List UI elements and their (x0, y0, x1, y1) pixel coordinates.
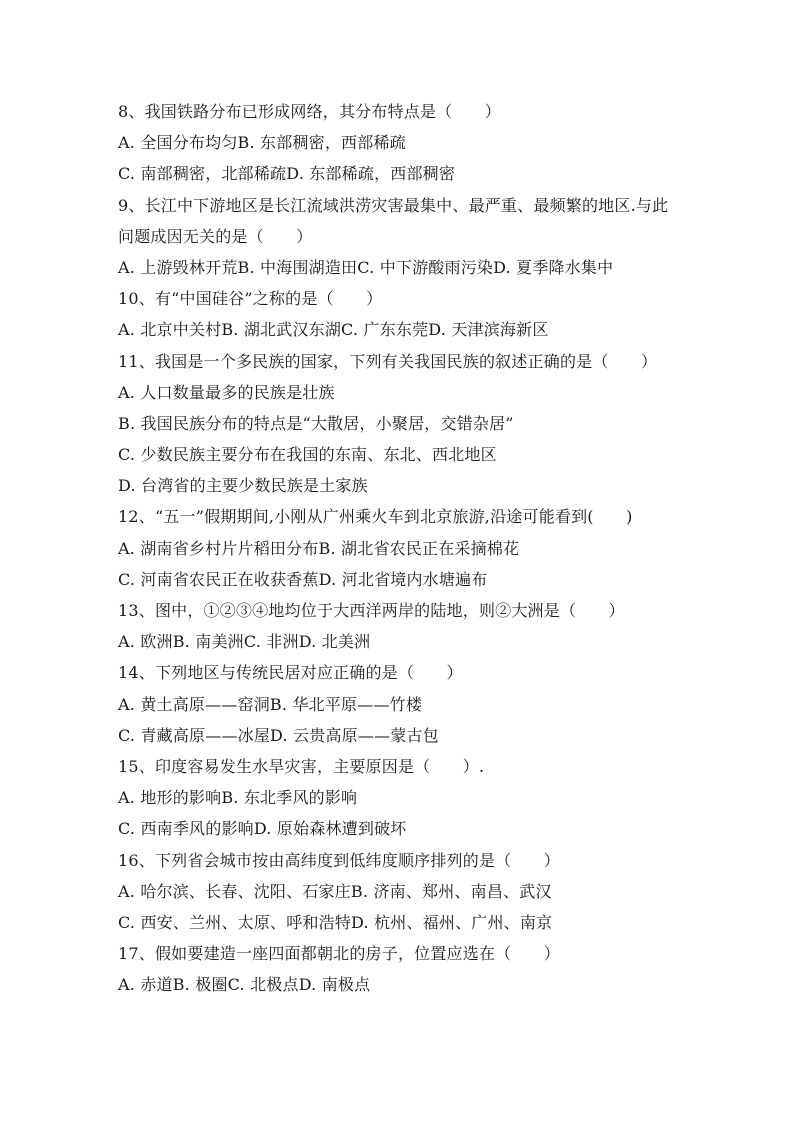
question-13-options: A. 欧洲B. 南美洲C. 非洲D. 北美洲 (118, 632, 371, 652)
question-11-option-d: D. 台湾省的主要少数民族是土家族 (118, 476, 368, 496)
question-11-option-b: B. 我国民族分布的特点是“大散居，小聚居，交错杂居” (118, 413, 514, 433)
question-12-options-cd: C. 河南省农民正在收获香蕉D. 河北省境内水塘遍布 (118, 569, 488, 589)
question-9-stem-cont: 问题成因无关的是（ ） (118, 226, 313, 246)
question-10-stem: 10、有“中国硅谷”之称的是（ ） (118, 289, 383, 309)
question-14-stem: 14、下列地区与传统民居对应正确的是（ ） (118, 663, 463, 683)
question-10-options: A. 北京中关村B. 湖北武汉东湖C. 广东东莞D. 天津滨海新区 (118, 320, 549, 340)
question-16-options-ab: A. 哈尔滨、长春、沈阳、石家庄B. 济南、郑州、南昌、武汉 (118, 881, 552, 901)
question-9-stem: 9、长江中下游地区是长江流域洪涝灾害最集中、最严重、最频繁的地区.与此 (118, 195, 669, 215)
question-11-option-c: C. 少数民族主要分布在我国的东南、东北、西北地区 (118, 445, 497, 465)
question-15-stem: 15、印度容易发生水旱灾害，主要原因是（ ）. (118, 756, 485, 776)
question-8-options-ab: A. 全国分布均匀B. 东部稠密，西部稀疏 (118, 133, 406, 153)
question-15-options-ab: A. 地形的影响B. 东北季风的影响 (118, 788, 358, 808)
question-16-stem: 16、下列省会城市按由高纬度到低纬度顺序排列的是（ ） (118, 850, 560, 870)
question-17-stem: 17、假如要建造一座四面都朝北的房子，位置应选在（ ） (118, 944, 560, 964)
question-15-options-cd: C. 西南季风的影响D. 原始森林遭到破坏 (118, 819, 407, 839)
question-16-options-cd: C. 西安、兰州、太原、呼和浩特D. 杭州、福州、广州、南京 (118, 912, 553, 932)
question-11-option-a: A. 人口数量最多的民族是壮族 (118, 382, 335, 402)
question-11-stem: 11、我国是一个多民族的国家，下列有关我国民族的叙述正确的是（ ） (118, 351, 658, 371)
question-9-options: A. 上游毁林开荒B. 中海围湖造田C. 中下游酸雨污染D. 夏季降水集中 (118, 257, 614, 277)
question-14-options-cd: C. 青藏高原——冰屋D. 云贵高原——蒙古包 (118, 725, 439, 745)
document-page (118, 96, 678, 1000)
question-13-stem: 13、图中，①②③④地均位于大西洋两岸的陆地，则②大洲是（ ） (118, 601, 625, 620)
question-8-options-cd: C. 南部稠密，北部稀疏D. 东部稀疏，西部稠密 (118, 164, 456, 184)
question-8-stem: 8、我国铁路分布已形成网络，其分布特点是（ ） (118, 102, 501, 121)
question-12-options-ab: A. 湖南省乡村片片稻田分布B. 湖北省农民正在采摘棉花 (118, 538, 520, 558)
question-12-stem: 12、“五一”假期期间,小刚从广州乘火车到北京旅游,沿途可能看到( ) (118, 507, 633, 527)
question-17-options: A. 赤道B. 极圈C. 北极点D. 南极点 (118, 975, 371, 995)
question-14-options-ab: A. 黄土高原——窑洞B. 华北平原——竹楼 (118, 694, 423, 714)
